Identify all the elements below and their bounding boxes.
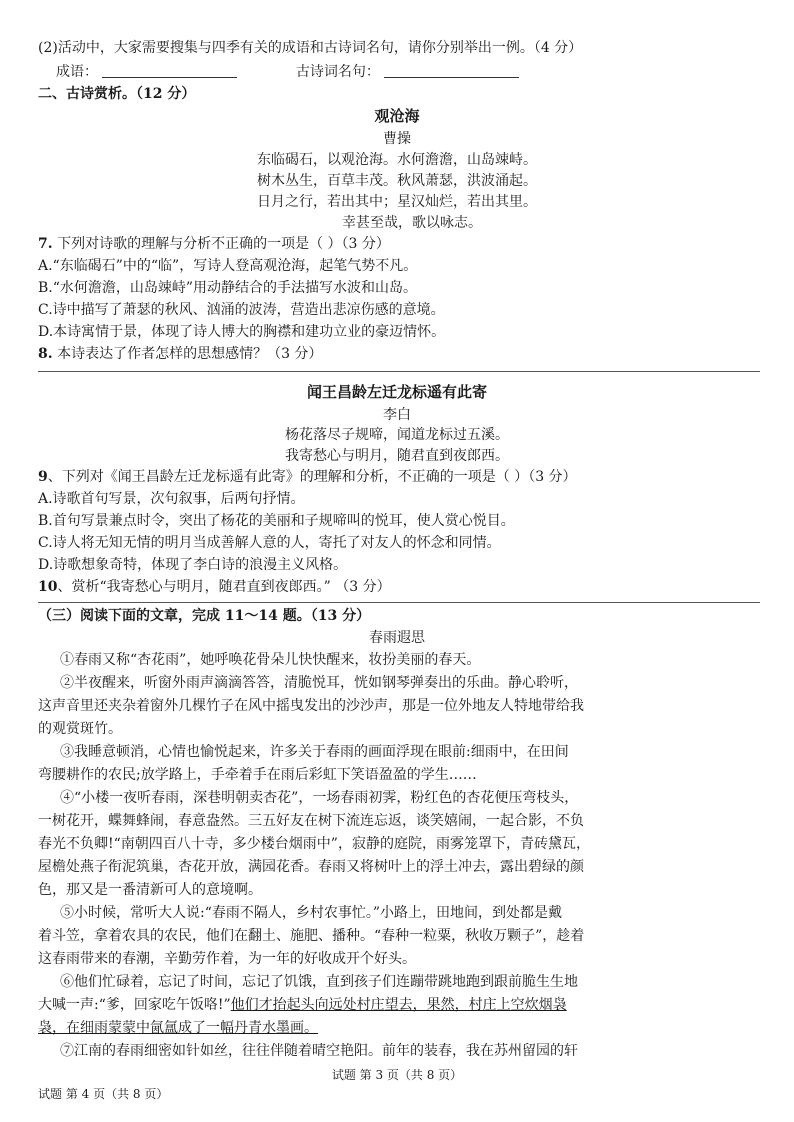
question-number: 8. xyxy=(38,346,53,362)
underlined-sentence: 他们才抬起头向远处村庄望去，果然，村庄上空炊烟袅 xyxy=(230,997,567,1013)
paragraph-text: 大喊一声:“爹，回家吃午饭咯!” xyxy=(38,997,231,1013)
paragraph-line: 春光不负卿!“南朝四百八十寺，多少楼台烟雨中”，寂静的庭院，雨雾笼罩下，青砖黛瓦， xyxy=(38,836,590,852)
paragraph-1: ①春雨又称“杏花雨”，她呼唤花骨朵儿快快醒来，妆扮美丽的春天。 xyxy=(60,652,481,668)
idiom-blank[interactable] xyxy=(102,63,237,78)
question-number: 7. xyxy=(38,236,53,252)
paragraph-line: 屋檐处燕子衔泥筑巢，杏花开放，满园花香。春雨又将树叶上的浮土冲去，露出碧绿的颜 xyxy=(38,859,584,875)
poem-blank[interactable] xyxy=(384,63,519,78)
paragraph-line: ④“小楼一夜听春雨，深巷明朝卖杏花”，一场春雨初霁，粉红色的杏花便压弯枝头， xyxy=(60,790,579,806)
paragraph-line: 这声音里还夹杂着窗外几棵竹子在风中摇曳发出的沙沙声，那是一位外地友人特地带给我 xyxy=(38,698,584,714)
paragraph-line: ⑤小时候，常听大人说:“春雨不隔人，乡村农事忙。”小路上，田地间，到处都是戴 xyxy=(60,905,563,921)
poem-line: 树木丛生，百草丰茂。秋风萧瑟，洪波涌起。 xyxy=(257,173,537,189)
question-stem: 本诗表达了作者怎样的思想感情？（3 分） xyxy=(52,346,323,362)
paragraph-line: 一树花开，蝶舞蜂闹，春意盎然。三五好友在树下流连忘返，谈笑嬉闹，一起合影，不负 xyxy=(38,813,584,829)
paragraph-line: ⑥他们忙碌着，忘记了时间，忘记了饥饿，直到孩子们连蹦带跳地跑到跟前脆生生地 xyxy=(60,974,578,990)
question-number: 10 xyxy=(38,579,58,595)
article-title: 春雨遐思 xyxy=(369,630,425,646)
paragraph-line: 这春雨带来的春潮，辛勤劳作着，为一年的好收成开个好头。 xyxy=(38,951,416,967)
option-b: B.“水何澹澹，山岛竦峙”用动静结合的手法描写水波和山岛。 xyxy=(38,280,418,296)
poem-author-2: 李白 xyxy=(383,407,411,423)
answer-rule xyxy=(38,371,760,372)
answer-line xyxy=(56,62,760,82)
idiom-label: 成语： xyxy=(56,64,98,80)
page-number-left: 试题 第 4 页（共 8 页） xyxy=(38,1087,169,1101)
question-stem: 下列对诗歌的理解与分析不正确的一项是（ ）（3 分） xyxy=(52,236,390,252)
poem-title-2: 闻王昌龄左迁龙标遥有此寄 xyxy=(306,383,487,401)
poem-line: 幸甚至哉，歌以咏志。 xyxy=(342,215,482,231)
question-2: (2)活动中，大家需要搜集与四季有关的成语和古诗词名句，请你分别举出一例。（4 分） xyxy=(38,40,583,56)
question-number: 9 xyxy=(38,469,48,485)
paragraph-line: 着斗笠，拿着农具的农民，他们在翻土、施肥、播种。“春种一粒粟，秋收万颗子”，趁着 xyxy=(38,928,585,944)
question-8 xyxy=(38,344,760,364)
paragraph-line: ②半夜醒来，听窗外雨声滴滴答答，清脆悦耳，恍如钢琴弹奏出的乐曲。静心聆听， xyxy=(60,675,578,691)
option-b: B.首句写景兼点时令，突出了杨花的美丽和子规啼叫的悦耳，使人赏心悦目。 xyxy=(38,513,515,529)
question-9 xyxy=(38,467,760,487)
paragraph-line xyxy=(38,1018,760,1038)
poem-line: 杨花落尽子规啼，闻道龙标过五溪。 xyxy=(285,427,509,443)
option-c: C.诗人将无知无情的明月当成善解人意的人，寄托了对友人的怀念和同情。 xyxy=(38,535,501,551)
poem-label: 古诗词名句： xyxy=(295,64,380,80)
question-10 xyxy=(38,577,760,597)
poem-line: 我寄愁心与明月，随君直到夜郎西。 xyxy=(285,448,509,464)
paragraph-line: ⑦江南的春雨细密如针如丝，往往伴随着晴空艳阳。前年的装春，我在苏州留园的轩 xyxy=(60,1043,578,1059)
section-heading-2: 二、古诗赏析。（12 分） xyxy=(38,86,196,102)
poem-author-1: 曹操 xyxy=(383,131,411,147)
poem-line: 日月之行，若出其中；星汉灿烂，若出其里。 xyxy=(257,194,537,210)
paragraph-line xyxy=(38,995,760,1015)
answer-rule xyxy=(38,602,760,603)
section-heading-3: （三）阅读下面的文章，完成 11～14 题。（13 分） xyxy=(38,608,371,624)
paragraph-line: ③我睡意顿消，心情也愉悦起来，许多关于春雨的画面浮现在眼前:细雨中，在田间 xyxy=(60,744,569,760)
underlined-sentence: 袅，在细雨蒙蒙中氤氲成了一幅丹青水墨画。 xyxy=(38,1020,318,1036)
option-a: A.诗歌首句写景，次句叙事，后两句抒情。 xyxy=(38,491,305,507)
question-stem: 、赏析“我寄愁心与明月，随君直到夜郎西。” （3 分） xyxy=(57,579,391,595)
poem-line: 东临碣石，以观沧海。水何澹澹，山岛竦峙。 xyxy=(257,152,537,168)
poem-title-1: 观沧海 xyxy=(374,107,420,125)
paragraph-line: 的观赏斑竹。 xyxy=(38,721,122,737)
option-d: D.本诗寓情于景，体现了诗人博大的胸襟和建功立业的豪迈情怀。 xyxy=(38,324,446,340)
question-7 xyxy=(38,234,760,254)
page-number-center: 试题 第 3 页（共 8 页） xyxy=(331,1068,463,1082)
option-a: A.“东临碣石”中的“临”，写诗人登高观沧海，起笔气势不凡。 xyxy=(38,258,418,274)
option-c: C.诗中描写了萧瑟的秋风、汹涌的波涛，营造出悲凉伤感的意境。 xyxy=(38,302,445,318)
option-d: D.诗歌想象奇特，体现了李白诗的浪漫主义风格。 xyxy=(38,557,348,573)
paragraph-line: 色，那又是一番清新可人的意境啊。 xyxy=(38,882,262,898)
question-stem: 、下列对《闻王昌龄左迁龙标遥有此寄》的理解和分析，不正确的一项是（ ）（3 分） xyxy=(47,469,577,485)
paragraph-line: 弯腰耕作的农民;放学路上，手牵着手在雨后彩虹下笑语盈盈的学生…… xyxy=(38,767,477,783)
